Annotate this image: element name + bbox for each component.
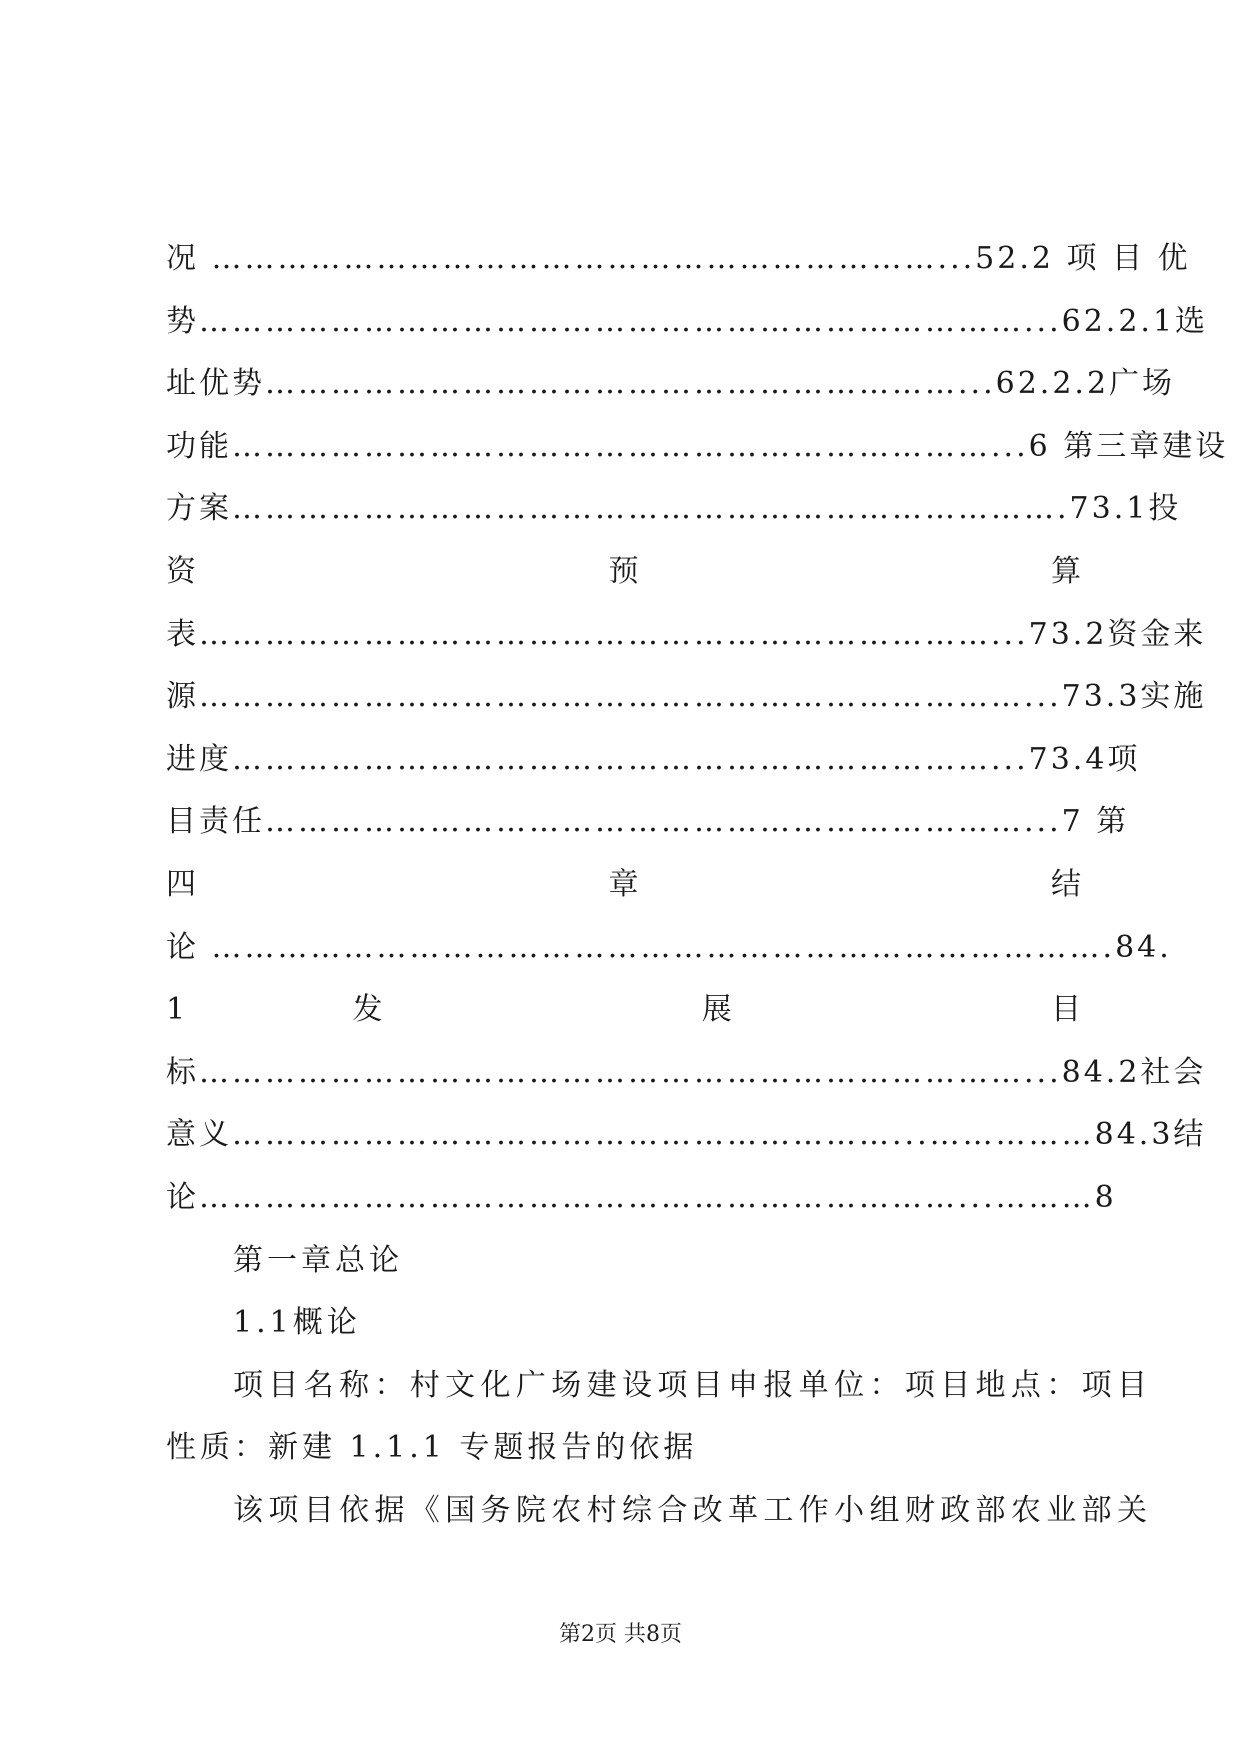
section-heading: 1.1概论 (233, 1305, 361, 1341)
toc-line: 四 章 结 (166, 866, 1084, 902)
toc-line: 意义……………………………………………………...……………84.3结 (166, 1117, 1207, 1153)
paragraph-line: 性质：新建 1.1.1 专题报告的依据 (166, 1430, 698, 1466)
page-footer: 第2页 共8页 (559, 1622, 682, 1647)
toc-line: 标…………………………………………………………………...84.2社会 (166, 1054, 1207, 1090)
toc-line: 目责任……………………………………………………………...7 第 (166, 804, 1130, 840)
toc-line: 表………………………………………………………………...73.2资金来 (166, 616, 1207, 652)
toc-line: 进度……………………………………………………………...73.4项 (166, 741, 1141, 777)
toc-line: 方案………………………………………………………………….73.1投 (166, 491, 1182, 527)
chapter-heading: 第一章总论 (233, 1242, 403, 1278)
toc-line: 址优势………………………………………………………...62.2.2广场 (166, 366, 1176, 402)
toc-line: 势…………………………………………………………………...62.2.1选 (166, 303, 1209, 339)
toc-line: 况 …………………………………………………………...52.2 项 目 优 (166, 241, 1191, 276)
toc-line: 功能……………………………………………………………...6 第三章建设 (166, 428, 1229, 464)
toc-line: 源…………………………………………………………………...73.3实施 (166, 679, 1207, 715)
toc-line: 资 预 算 (166, 553, 1084, 589)
toc-line: 1 发 展 目 (166, 992, 1084, 1028)
paragraph-line: 项目名称：村文化广场建设项目申报单位：项目地点：项目 (233, 1367, 1151, 1403)
toc-line: 论 ……………………………………………………………………….84. (166, 929, 1172, 965)
page-content (166, 228, 1229, 1542)
paragraph-line: 该项目依据《国务院农村综合改革工作小组财政部农业部关 (233, 1492, 1151, 1528)
toc-line: 论……………………………………………………………...………8 (166, 1179, 1117, 1215)
